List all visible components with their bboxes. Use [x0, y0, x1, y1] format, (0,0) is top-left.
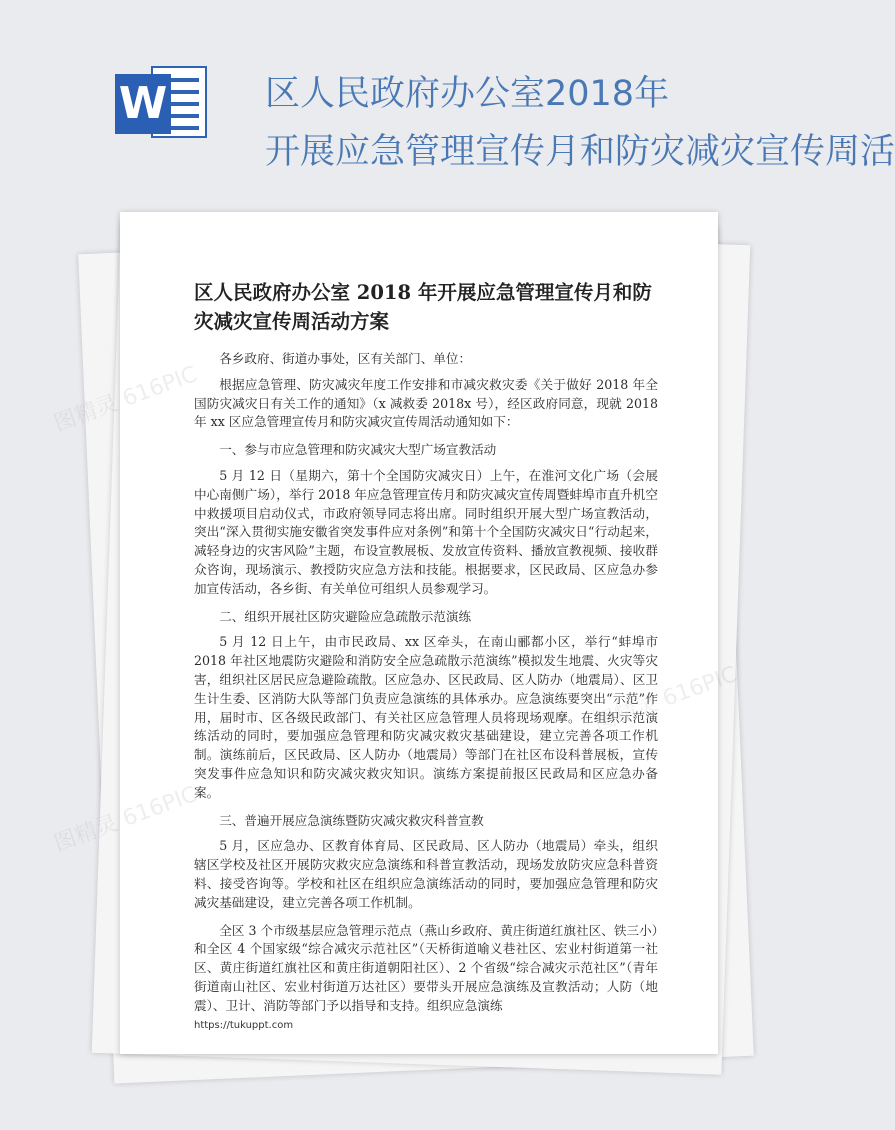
paragraph: 各乡政府、街道办事处，区有关部门、单位： — [219, 351, 472, 366]
section-heading: 三、普遍开展应急演练暨防灾减灾救灾科普宣教 — [219, 812, 484, 828]
document-page — [50, 212, 741, 1054]
paragraph: 5 月 12 日（星期六，第十个全国防灾减灾日）上午，在淮河文化广场（会展中心南侧广场），举行 2018 年应急管理宣传月和防灾减灾宣传周暨蚌埠市直升机空中救援项目启动仪式，市政府领导同志将出席。同时组织开展大型广场宣教活动，突出“深入贯彻实施安徽省突发事件应对条例”和第十个全国防灾减灾日“行动起来，减轻身边的灾害风险”主题，布设宣教展板、发放宣传资料、播放宣教视频、接收群众咨询，现场演示、教授防灾应急方法和技能。根据要求，区民政局、区应急办参加宣传活动，各乡街、有关单位可组织人员参观学习。 — [194, 467, 658, 596]
section-heading: 二、组织开展社区防灾避险应急疏散示范演练 — [219, 608, 472, 624]
document-title: 区人民政府办公室 2018 年开展应急管理宣传月和防灾减灾宣传周活动方案 — [194, 281, 652, 333]
word-badge: W — [115, 74, 171, 134]
header-title-line2: 开展应急管理宣传月和防灾减灾宣传周活 — [265, 132, 895, 172]
paragraph: 全区 3 个市级基层应急管理示范点（燕山乡政府、黄庄街道红旗社区、铁三小）和全区 4 个国家级“综合减灾示范社区”（天桥街道喻义巷社区、宏业村街道第一社区、黄庄街道红旗社区和黄庄街道朝阳社区）、2 个省级“综合减灾示范社区”（青年街道南山社区、宏业村街道万达社区）要带头开展应急演练及宣教活动；人防（地震）、卫计、消防等部门予以指导和支持。组织应急演练 — [194, 922, 658, 1013]
document-body — [194, 350, 658, 1025]
watermark: 图精灵 616PIC — [590, 661, 741, 737]
header-title-line1: 区人民政府办公室2018年 — [265, 74, 670, 114]
paragraph: 5 月 12 日上午，由市民政局、xx 区牵头，在南山郦都小区，举行“蚌埠市 2018 年社区地震防灾避险和消防安全应急疏散示范演练”模拟发生地震、火灾等灾害，组织社区居民应急避险疏散。区应急办、区民政局、区人防办（地震局）、区卫生计生委、区消防大队等部门负责应急演练的具体承办。应急演练要突出“示范”作用，届时市、区各级民政部门、有关社区应急管理人员将现场观摩。在组织示范演练活动的同时，要加强应急管理和防灾减灾救灾基础建设，建立完善各项工作机制。演练前后，区民政局、区人防办（地震局）等部门在社区布设科普展板，宣传突发事件应急知识和防灾减灾救灾知识。演练方案提前报区民政局和区应急办备案。 — [194, 634, 658, 800]
watermark: 图精灵 616PIC — [50, 361, 201, 437]
word-document-icon — [115, 62, 207, 142]
section-heading: 一、参与市应急管理和防灾减灾大型广场宣教活动 — [219, 442, 497, 458]
paragraph: 5 月，区应急办、区教育体育局、区民政局、区人防办（地震局）牵头，组织辖区学校及社区开展防灾救灾应急演练和科普宣教活动，现场发放防灾应急科普资料、接受咨询等。学校和社区在组织应急演练活动的同时，要加强应急管理和防灾减灾基础建设，建立完善各项工作机制。 — [194, 838, 658, 910]
paragraph: 根据应急管理、防灾减灾年度工作安排和市减灾救灾委《关于做好 2018 年全国防灾减灾日有关工作的通知》（x 减救委 2018x 号），经区政府同意，现就 2018 年 xx 区应急管理宣传月和防灾减灾宣传周活动通知如下： — [194, 376, 658, 430]
footer-url: https://tukuppt.com — [194, 1020, 294, 1031]
watermark: 图精灵 616PIC — [50, 781, 201, 857]
